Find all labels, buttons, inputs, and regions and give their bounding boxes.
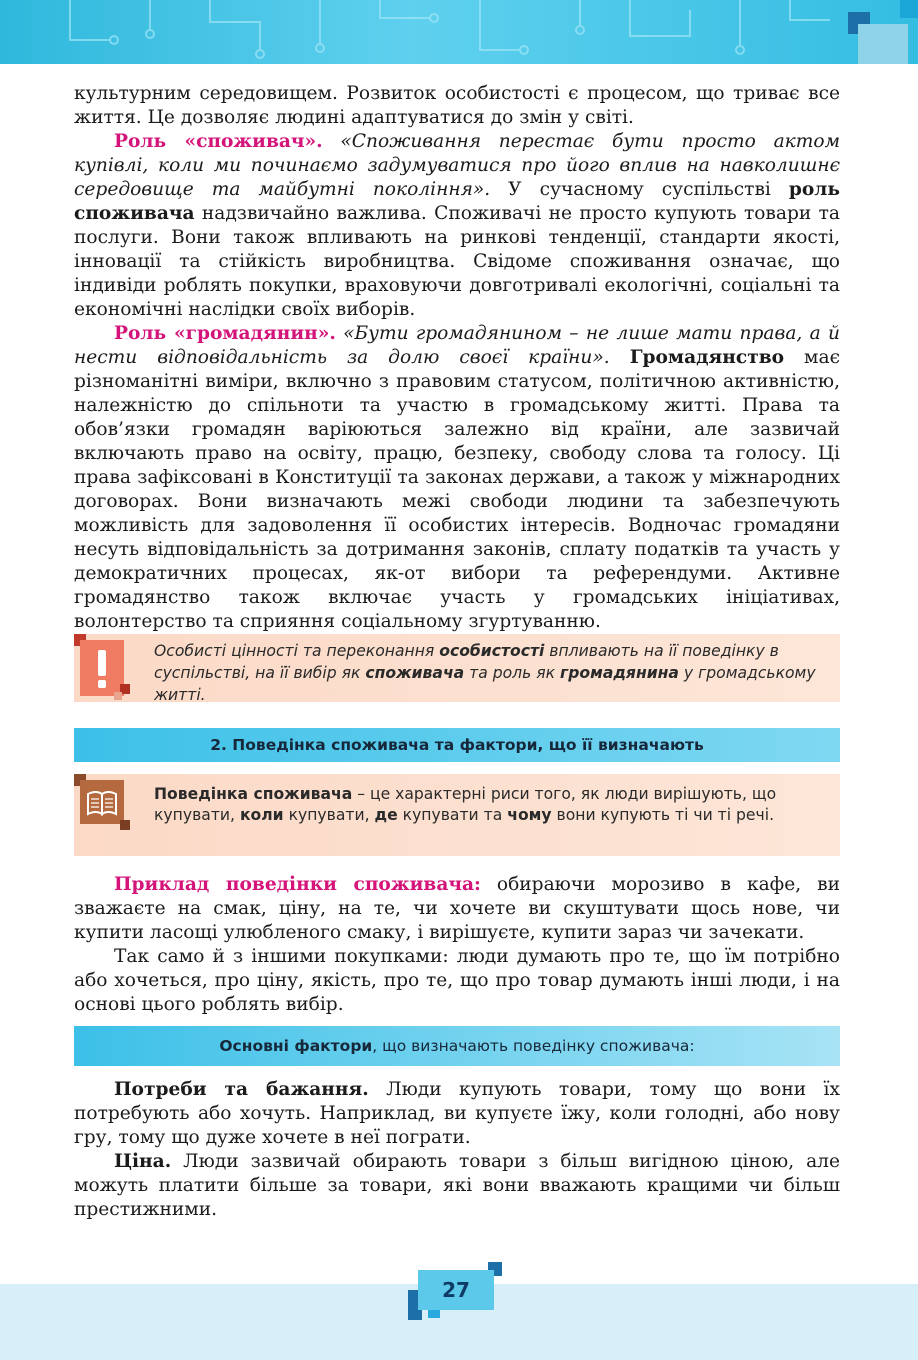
factor-title: Потреби та бажання. [114, 1079, 369, 1100]
note-span: впливають на її поведінку в суспільстві, на її вибір як [154, 642, 779, 682]
paragraph-consumer-role [74, 130, 840, 322]
definition-text [154, 784, 830, 826]
paragraph-text: У сучасному суспільстві [490, 179, 789, 200]
quote: «Бути громадянином – не лише мати права, а й нести відповідальність за долю своєї країни». [74, 323, 840, 368]
factors-text [74, 1078, 840, 1222]
bold-term: Громадянство [629, 347, 785, 368]
paragraph [74, 82, 840, 130]
paragraph-text: Люди купують товари, тому що вони їх потребують або хочуть. Наприклад, ви купуєте їжу, коли голодні, або нову гру, тому що дуже хочете в неї пограти. [74, 1079, 840, 1148]
note-span: у громадському житті. [154, 664, 816, 704]
paragraph-text: культурним середовищем. Розвиток особистості є процесом, що триває все життя. Це дозволяє людині адаптуватися до змін у світі. [74, 83, 840, 128]
factors-bar [74, 1026, 840, 1066]
role-title: Роль «громадянин». [114, 323, 336, 344]
factors-bold: Основні фактори [219, 1037, 373, 1055]
paragraph-citizen-role [74, 322, 840, 634]
exclamation-icon [74, 634, 134, 702]
def-bold: коли [239, 806, 284, 824]
role-title: Роль «споживач». [114, 131, 323, 152]
paragraph-text: надзвичайно важлива. Споживачі не просто купують товари та послуги. Вони також впливають на ринкові тенденції, стандарти якості, інновації та стійкість виробництва. Свідоме споживання означає, що індивіди роблять покупки, враховуючи довготривалі екологічні, соціальні та економічні наслідки своїх виборів. [74, 203, 840, 320]
note-text [154, 640, 830, 706]
note-bold: громадянина [560, 664, 679, 682]
paragraph-text: Так само й з іншими покупками: люди думають про те, що їм потрібно або хочеться, про ціну, якість, про те, що про товар думають інші люди, і на основі цього роблять вибір. [74, 946, 840, 1015]
example-title: Приклад поведінки споживача: [114, 874, 481, 895]
def-span: – це характерні риси того, як люди вирішують, що купувати, [154, 785, 777, 824]
paragraph-text: обираючи морозиво в кафе, ви зважаєте на смак, ціну, на те, чи хочете ви скуштувати щось нове, чи купити ласощі улюбленого смаку, і вирішуєте, купити зараз чи зачекати. [74, 874, 840, 943]
page-number: 27 [418, 1270, 494, 1310]
def-bold: чому [507, 806, 552, 824]
bold-term: роль споживача [74, 179, 841, 224]
def-span: купувати, [283, 806, 375, 824]
paragraph [74, 945, 840, 1017]
paragraph-text: має різноманітні виміри, включно з правовим статусом, політичною активністю, належністю до спільноти та участю в громадському житті. Права та обов’язки громадян варіюються залежно від країни, але зазвичай включають право на освіту, працю, безпеку, свободу слова та голосу. Ці права зафіксовані в Конституції та законах держави, а також у міжнародних договорах. Вони визначають межі свободи людини та забезпечують можливість для задоволення її особистих інтересів. Водночас громадяни несуть відповідальність за дотримання законів, сплату податків та участь у демократичних процесах, як-от вибори та референдуми. Активне громадянство також включає участь у громадських ініціативах, волонтерство та сприяння соціальному згуртуванню. [74, 347, 840, 632]
top-banner [0, 0, 918, 64]
def-span: купувати та [397, 806, 508, 824]
circuit-pattern [0, 0, 918, 64]
factor-needs [74, 1078, 840, 1150]
banner-square [900, 0, 918, 18]
example-paragraph [74, 873, 840, 945]
def-bold: Поведінка споживача [154, 785, 353, 803]
note-span: Особисті цінності та переконання [154, 642, 440, 660]
quote: «Споживання перестає бути просто актом купівлі, коли ми починаємо задумуватися про його вплив на навколишнє середовище та майбутні покоління». [74, 131, 841, 200]
def-span: вони купують ті чи ті речі. [551, 806, 775, 824]
banner-square [858, 24, 908, 64]
def-bold: де [374, 806, 398, 824]
section-title: 2. Поведінка споживача та фактори, що її визначають [74, 728, 840, 762]
factor-price [74, 1150, 840, 1222]
note-span: та роль як [464, 664, 561, 682]
book-icon [74, 774, 134, 834]
main-text [74, 82, 840, 634]
factor-title: Ціна. [114, 1151, 172, 1172]
example-text [74, 873, 840, 1017]
note-bold: споживача [365, 664, 465, 682]
factors-rest: , що визначають поведінку споживача: [372, 1037, 695, 1055]
note-bold: особистості [439, 642, 545, 660]
paragraph-text: Люди зазвичай обирають товари з більш вигідною ціною, але можуть платити більше за товари, які вони вважають кращими чи більш престижними. [74, 1151, 840, 1220]
